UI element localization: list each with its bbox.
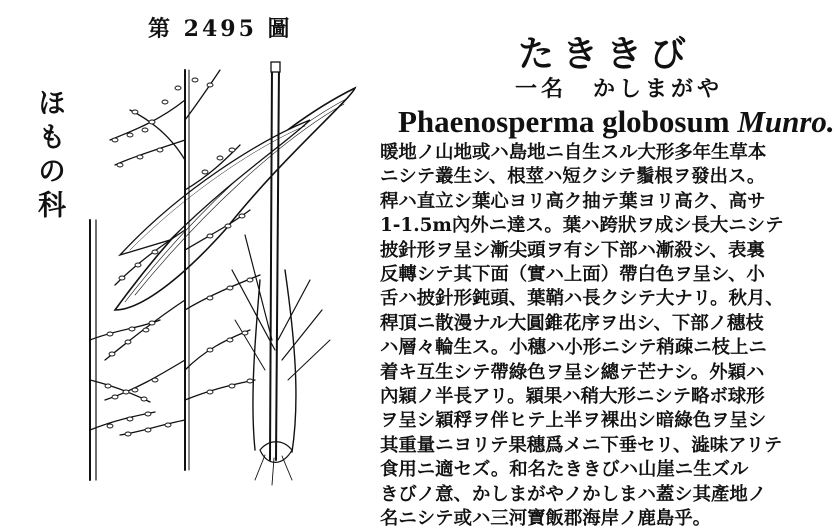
description-line: 內穎ノ半長アリ。穎果ハ稍大形ニシテ略ボ球形 — [380, 386, 765, 408]
description-line: 1-1.5m內外ニ達ス。葉ハ跨狀ヲ成シ長大ニシテ — [380, 215, 784, 237]
description-line: きびノ意、かしまがやノかしまハ蓋シ其產地ノ — [380, 483, 767, 505]
plant-illustration — [60, 40, 390, 500]
description-line: 名ニシテ或ハ三河寶飯郡海岸ノ鹿島乎。 — [380, 508, 712, 530]
scientific-name — [398, 104, 835, 140]
japanese-name: たききび — [518, 33, 695, 75]
description-line: ハ層々輪生ス。小穗ハ小形ニシテ稍疎ニ枝上ニ — [380, 337, 767, 359]
scientific-genus-species: Phaenosperma globosum — [398, 104, 730, 139]
family-name: ほもの科 — [34, 88, 67, 224]
description-line: ニシテ叢生シ、根莖ハ短クシテ鬚根ヲ發出ス。 — [380, 166, 766, 188]
description-text — [380, 141, 825, 532]
plate-number: 第 2495 圖 — [148, 16, 293, 42]
description-line: 舌ハ披針形鈍頭、葉鞘ハ長クシテ大ナリ。秋月、 — [380, 288, 784, 310]
description-line: 稈頂ニ散漫ナル大圓錐花序ヲ出シ、下部ノ穗枝 — [380, 312, 764, 334]
description-line: 其重量ニヨリテ果穗爲メニ下垂セリ、澁味アリテ — [380, 434, 783, 456]
description-line: 暖地ノ山地或ハ島地ニ自生スル大形多年生草本 — [380, 142, 767, 163]
description-line: 反轉シテ其下面（實ハ上面）帶白色ヲ呈シ、小 — [380, 264, 765, 286]
description-line: 着キ互生シテ帶綠色ヲ呈シ總テ芒ナシ。外穎ハ — [380, 361, 765, 383]
description-line: 稈ハ直立シ葉心ヨリ高ク抽テ葉ヨリ高ク、高サ — [380, 190, 766, 212]
description-line: 披針形ヲ呈シ漸尖頭ヲ有シ下部ハ漸殺シ、表裏 — [380, 239, 765, 261]
description-line: ヲ呈シ穎稃ヲ伴ヒテ上半ヲ裸出シ暗綠色ヲ呈シ — [380, 410, 767, 432]
description-line: 食用ニ適セズ。和名たききびハ山崖ニ生ズル — [380, 459, 749, 481]
alternate-name: 一名 かしまがや — [515, 76, 724, 102]
scientific-author: Munro. — [737, 104, 835, 139]
